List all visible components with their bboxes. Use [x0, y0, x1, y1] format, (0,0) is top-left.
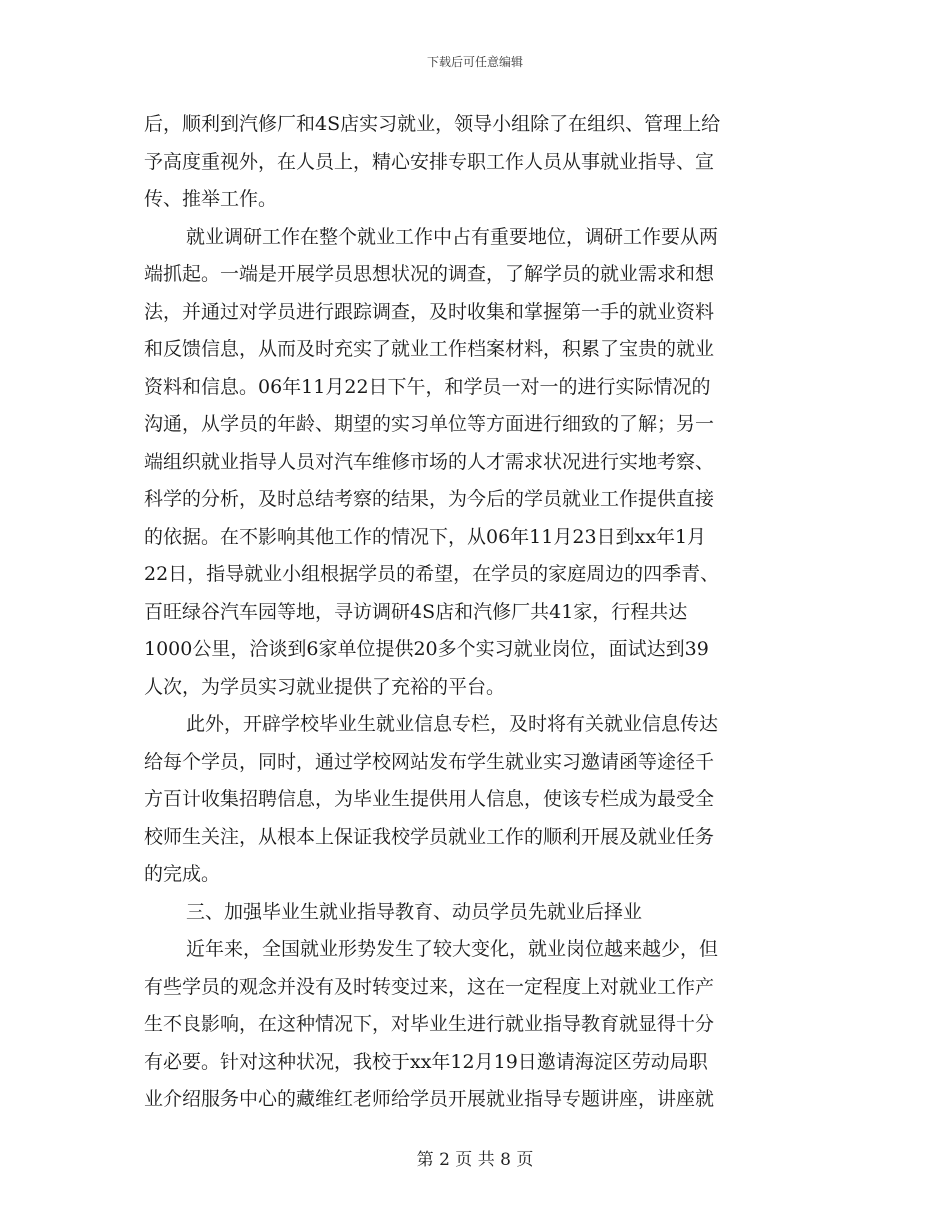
- text-line: 生不良影响，在这种情况下，对毕业生进行就业指导教育就显得十分: [144, 1013, 715, 1035]
- paragraph-start-line: 此外，开辟学校毕业生就业信息专栏，及时将有关就业信息传达: [186, 713, 719, 735]
- text-line: 科学的分析，及时总结考察的结果，为今后的学员就业工作提供直接: [144, 488, 715, 510]
- document-body: [144, 106, 804, 1119]
- page-header: 下载后可任意编辑: [426, 55, 523, 69]
- text-line: 资料和信息。06年11月22日下午，和学员一对一的进行实际情况的: [144, 375, 711, 398]
- paragraph-start-line: 就业调研工作在整个就业工作中占有重要地位，调研工作要从两: [186, 225, 719, 248]
- text-line: 沟通，从学员的年龄、期望的实习单位等方面进行细致的了解；另一: [144, 413, 715, 435]
- text-line: 法，并通过对学员进行跟踪调查，及时收集和掌握第一手的就业资料: [144, 300, 715, 323]
- text-line: 和反馈信息，从而及时充实了就业工作档案材料，积累了宝贵的就业: [144, 338, 715, 360]
- text-line: 校师生关注，从根本上保证我校学员就业工作的顺利开展及就业任务: [144, 825, 715, 848]
- text-line: 业介绍服务中心的藏维红老师给学员开展就业指导专题讲座，讲座就: [144, 1088, 715, 1110]
- text-line: 端组织就业指导人员对汽车维修市场的人才需求状况进行实地考察、: [144, 450, 715, 473]
- paragraph-start-line: 近年来，全国就业形势发生了较大变化，就业岗位越来越少，但: [186, 938, 719, 960]
- text-line: 予高度重视外，在人员上，精心安排专职工作人员从事就业指导、宣: [144, 150, 715, 173]
- text-line: 传、推举工作。: [144, 188, 278, 210]
- text-line: 的依据。在不影响其他工作的情况下，从06年11月23日到xx年1月: [144, 525, 707, 548]
- section-heading: 三、加强毕业生就业指导教育、动员学员先就业后择业: [186, 900, 643, 923]
- text-line: 的完成。: [144, 863, 221, 885]
- text-line: 端抓起。一端是开展学员思想状况的调查，了解学员的就业需求和想: [144, 263, 715, 285]
- text-line: 人次，为学员实习就业提供了充裕的平台。: [144, 675, 506, 698]
- text-line: 给每个学员，同时，通过学校网站发布学生就业实习邀请函等途径千: [144, 750, 715, 773]
- text-line: 1000公里，洽谈到6家单位提供20多个实习就业岗位，面试达到39: [144, 638, 709, 660]
- text-line: 方百计收集招聘信息，为毕业生提供用人信息，使该专栏成为最受全: [144, 788, 715, 810]
- text-line: 22日，指导就业小组根据学员的希望，在学员的家庭周边的四季青、: [144, 563, 720, 585]
- page-number-footer: 第 2 页 共 8 页: [416, 1150, 534, 1170]
- text-line: 有必要。针对这种状况，我校于xx年12月19日邀请海淀区劳动局职: [144, 1050, 708, 1073]
- text-line: 后，顺利到汽修厂和4S店实习就业，领导小组除了在组织、管理上给: [144, 113, 721, 135]
- text-line: 百旺绿谷汽车园等地，寻访调研4S店和汽修厂共41家，行程共达: [144, 600, 688, 623]
- text-line: 有些学员的观念并没有及时转变过来，这在一定程度上对就业工作产: [144, 975, 715, 998]
